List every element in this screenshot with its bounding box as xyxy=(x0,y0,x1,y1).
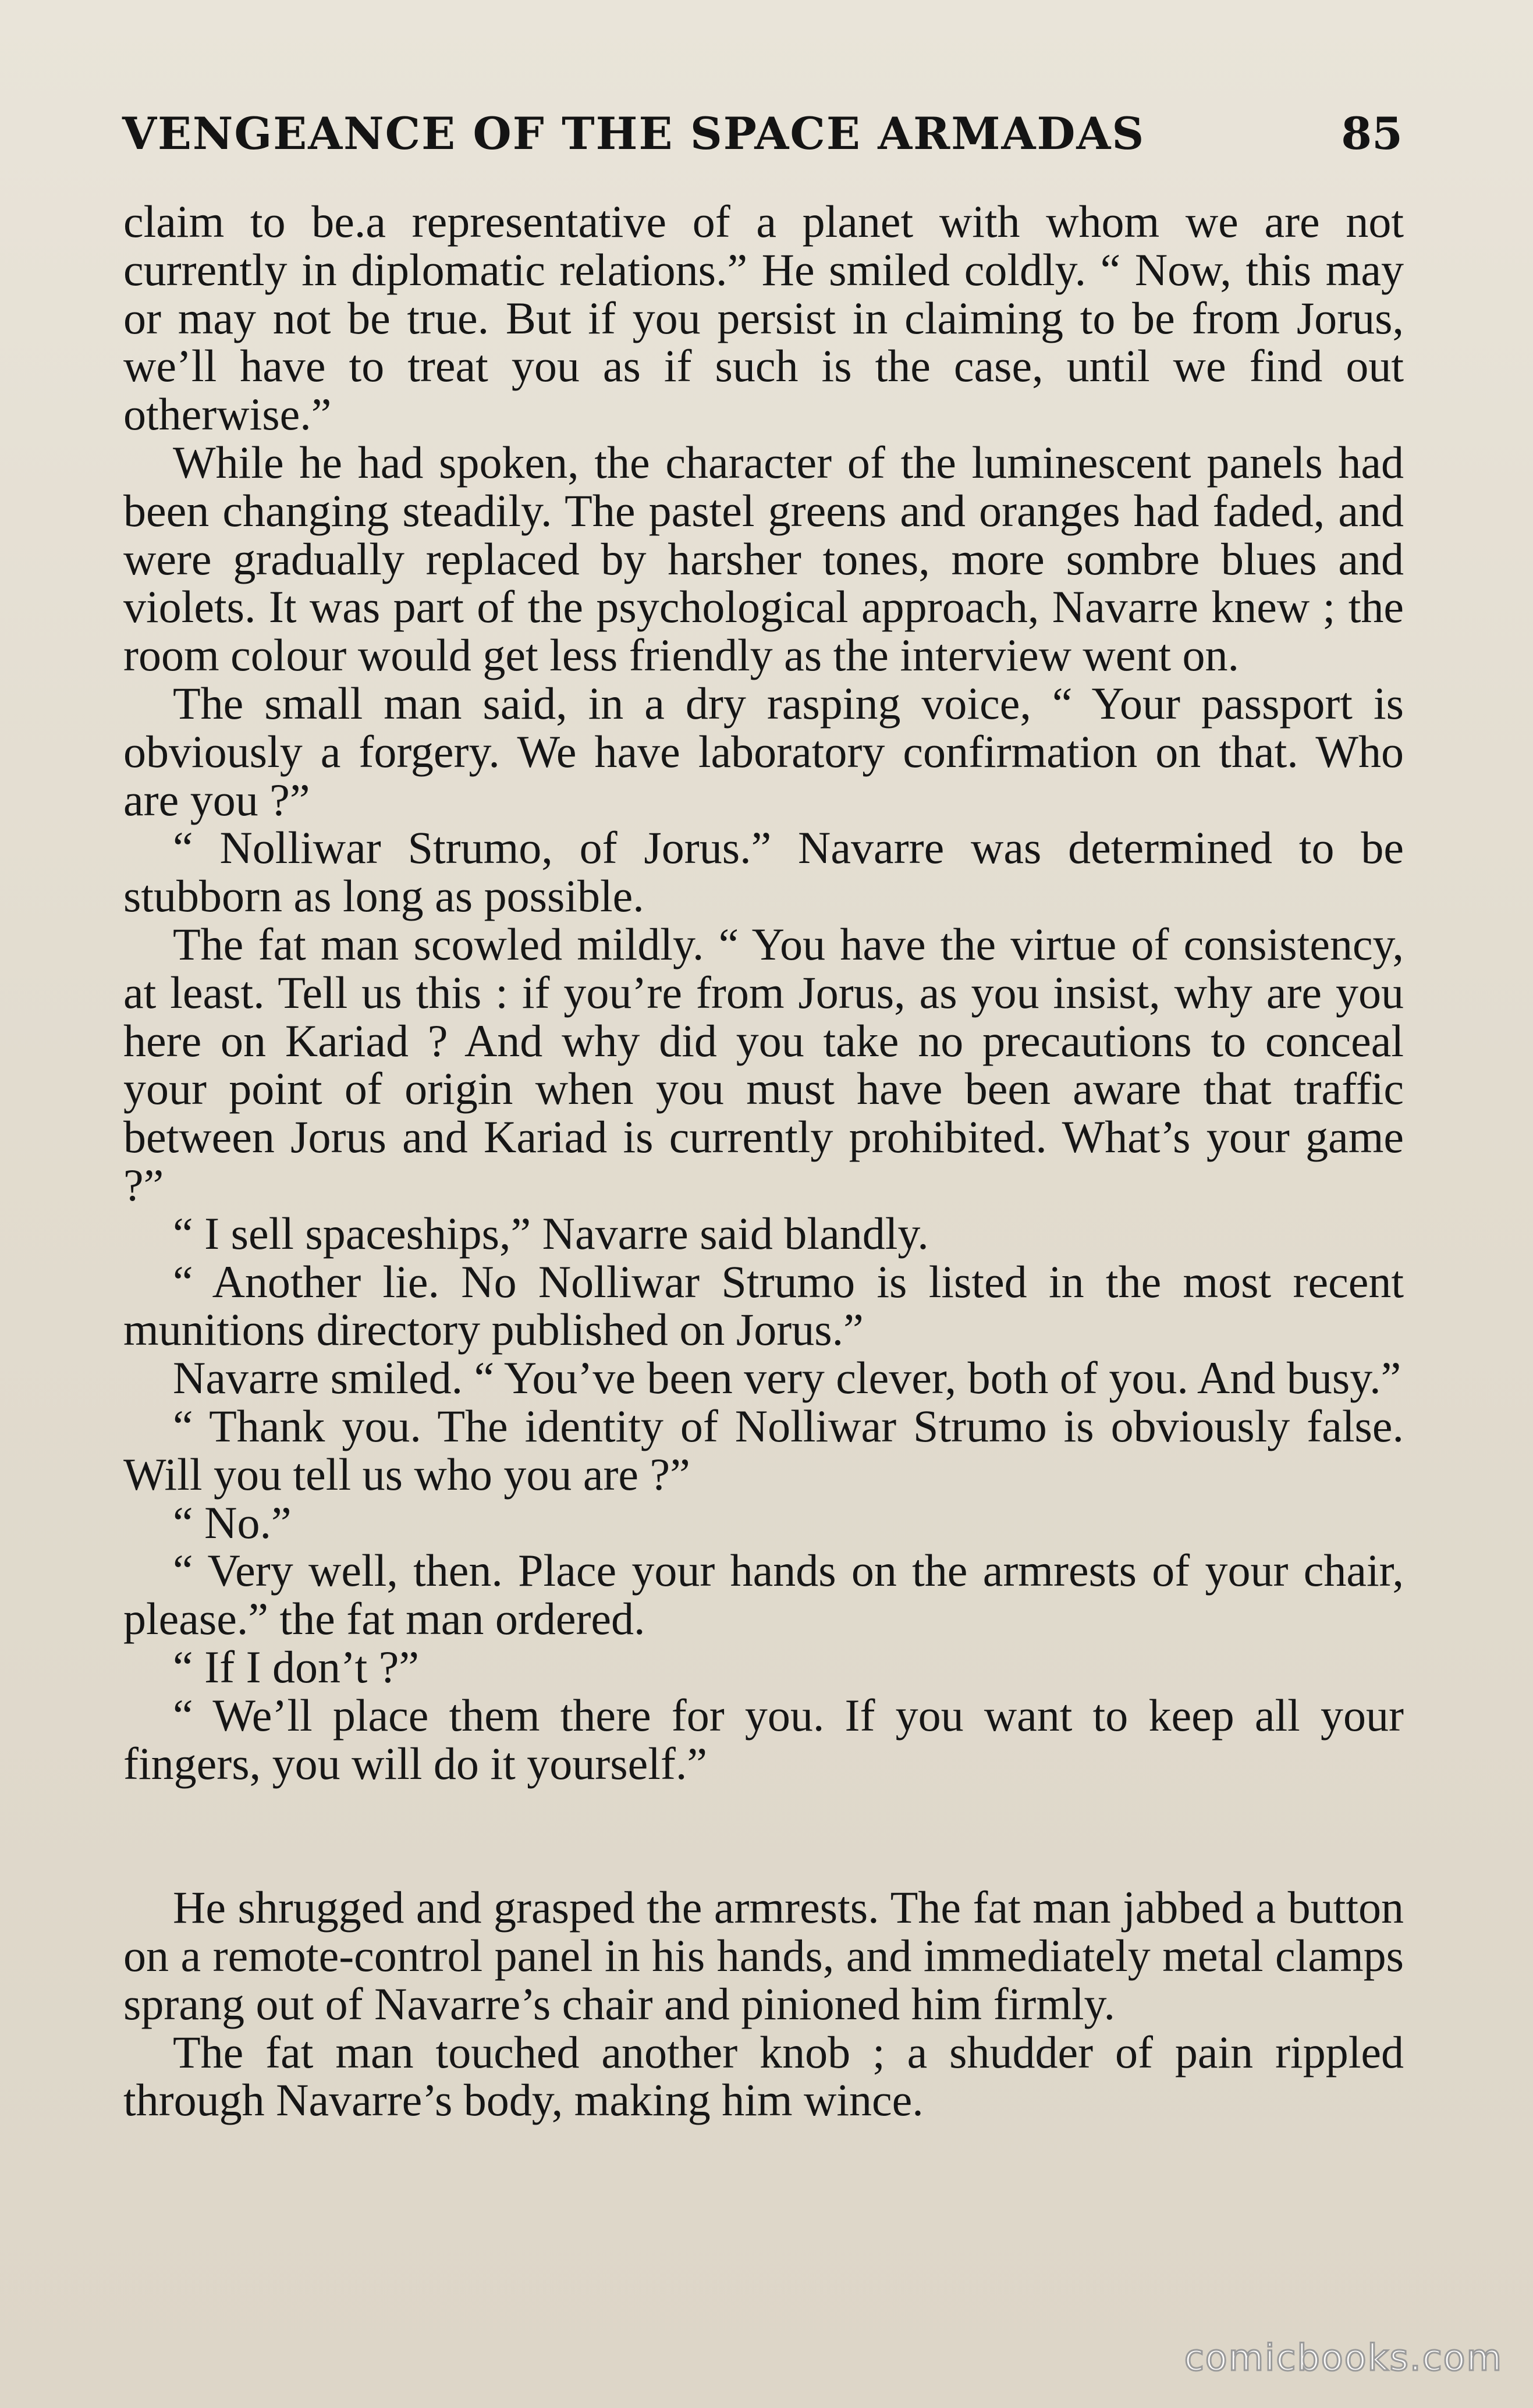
body-text xyxy=(123,198,1404,2125)
paragraph: “ If I don’t ?” xyxy=(173,1641,420,1692)
paragraph: “ I sell spaceships,” Navarre said blandly. xyxy=(173,1207,929,1259)
paragraph: “ Thank you. The identity of Nolliwar Strumo is obviously false. Will you tell us who you are ?” xyxy=(123,1400,1404,1500)
paragraph: The small man said, in a dry rasping voice, “ Your passport is obviously a forgery. We have laboratory confirmation on that. Who are you ?” xyxy=(123,677,1404,825)
paragraph: claim to be.a representative of a planet with whom we are not currently in diplomatic relations.” He smiled coldly. “ Now, this may or may not be true. But if you persist in claiming to be from Jorus, we’ll have to treat you as if such is the case, until we find out otherwise.” xyxy=(123,196,1404,440)
page-number: 85 xyxy=(1341,108,1403,159)
paragraph: The fat man scowled mildly. “ You have the virtue of consistency, at least. Tell us this : if you’re from Jorus, as you insist, why are you here on Kariad ? And why did you take no precautions to conceal your point of origin when you must have been aware that traffic between Jorus and Kariad is currently prohibited. What’s your game ?” xyxy=(123,918,1404,1210)
paragraph: “ We’ll place them there for you. If you want to keep all your fingers, you will do it yourself.” xyxy=(123,1689,1404,1789)
paragraph: While he had spoken, the character of the luminescent panels had been changing steadily. The pastel greens and oranges had faded, and were gradually replaced by harsher tones, more sombre blues and violets. It was part of the psychological approach, Navarre knew ; the room colour would get less friendly as the interview went on. xyxy=(123,436,1404,681)
watermark: comicbooks.com xyxy=(1184,2336,1503,2379)
paragraph: “ Very well, then. Place your hands on the armrests of your chair, please.” the fat man ordered. xyxy=(123,1545,1404,1645)
paragraph: He shrugged and grasped the armrests. The fat man jabbed a button on a remote-control panel in his hands, and immediately metal clamps sprang out of Navarre’s chair and pinioned him firmly. xyxy=(123,1882,1404,2029)
paragraph: Navarre smiled. “ You’ve been very clever, both of you. And busy.” xyxy=(173,1352,1401,1404)
paragraph: The fat man touched another knob ; a shudder of pain rippled through Navarre’s body, making him wince. xyxy=(123,2026,1404,2126)
page-header xyxy=(122,102,1403,166)
running-title: VENGEANCE OF THE SPACE ARMADAS xyxy=(122,108,1145,159)
section-break xyxy=(123,1788,1404,1884)
paragraph: “ Nolliwar Strumo, of Jorus.” Navarre was determined to be stubborn as long as possible. xyxy=(123,822,1404,922)
paragraph: “ No.” xyxy=(173,1497,292,1548)
paragraph: “ Another lie. No Nolliwar Strumo is listed in the most recent munitions directory published on Jorus.” xyxy=(123,1256,1404,1355)
